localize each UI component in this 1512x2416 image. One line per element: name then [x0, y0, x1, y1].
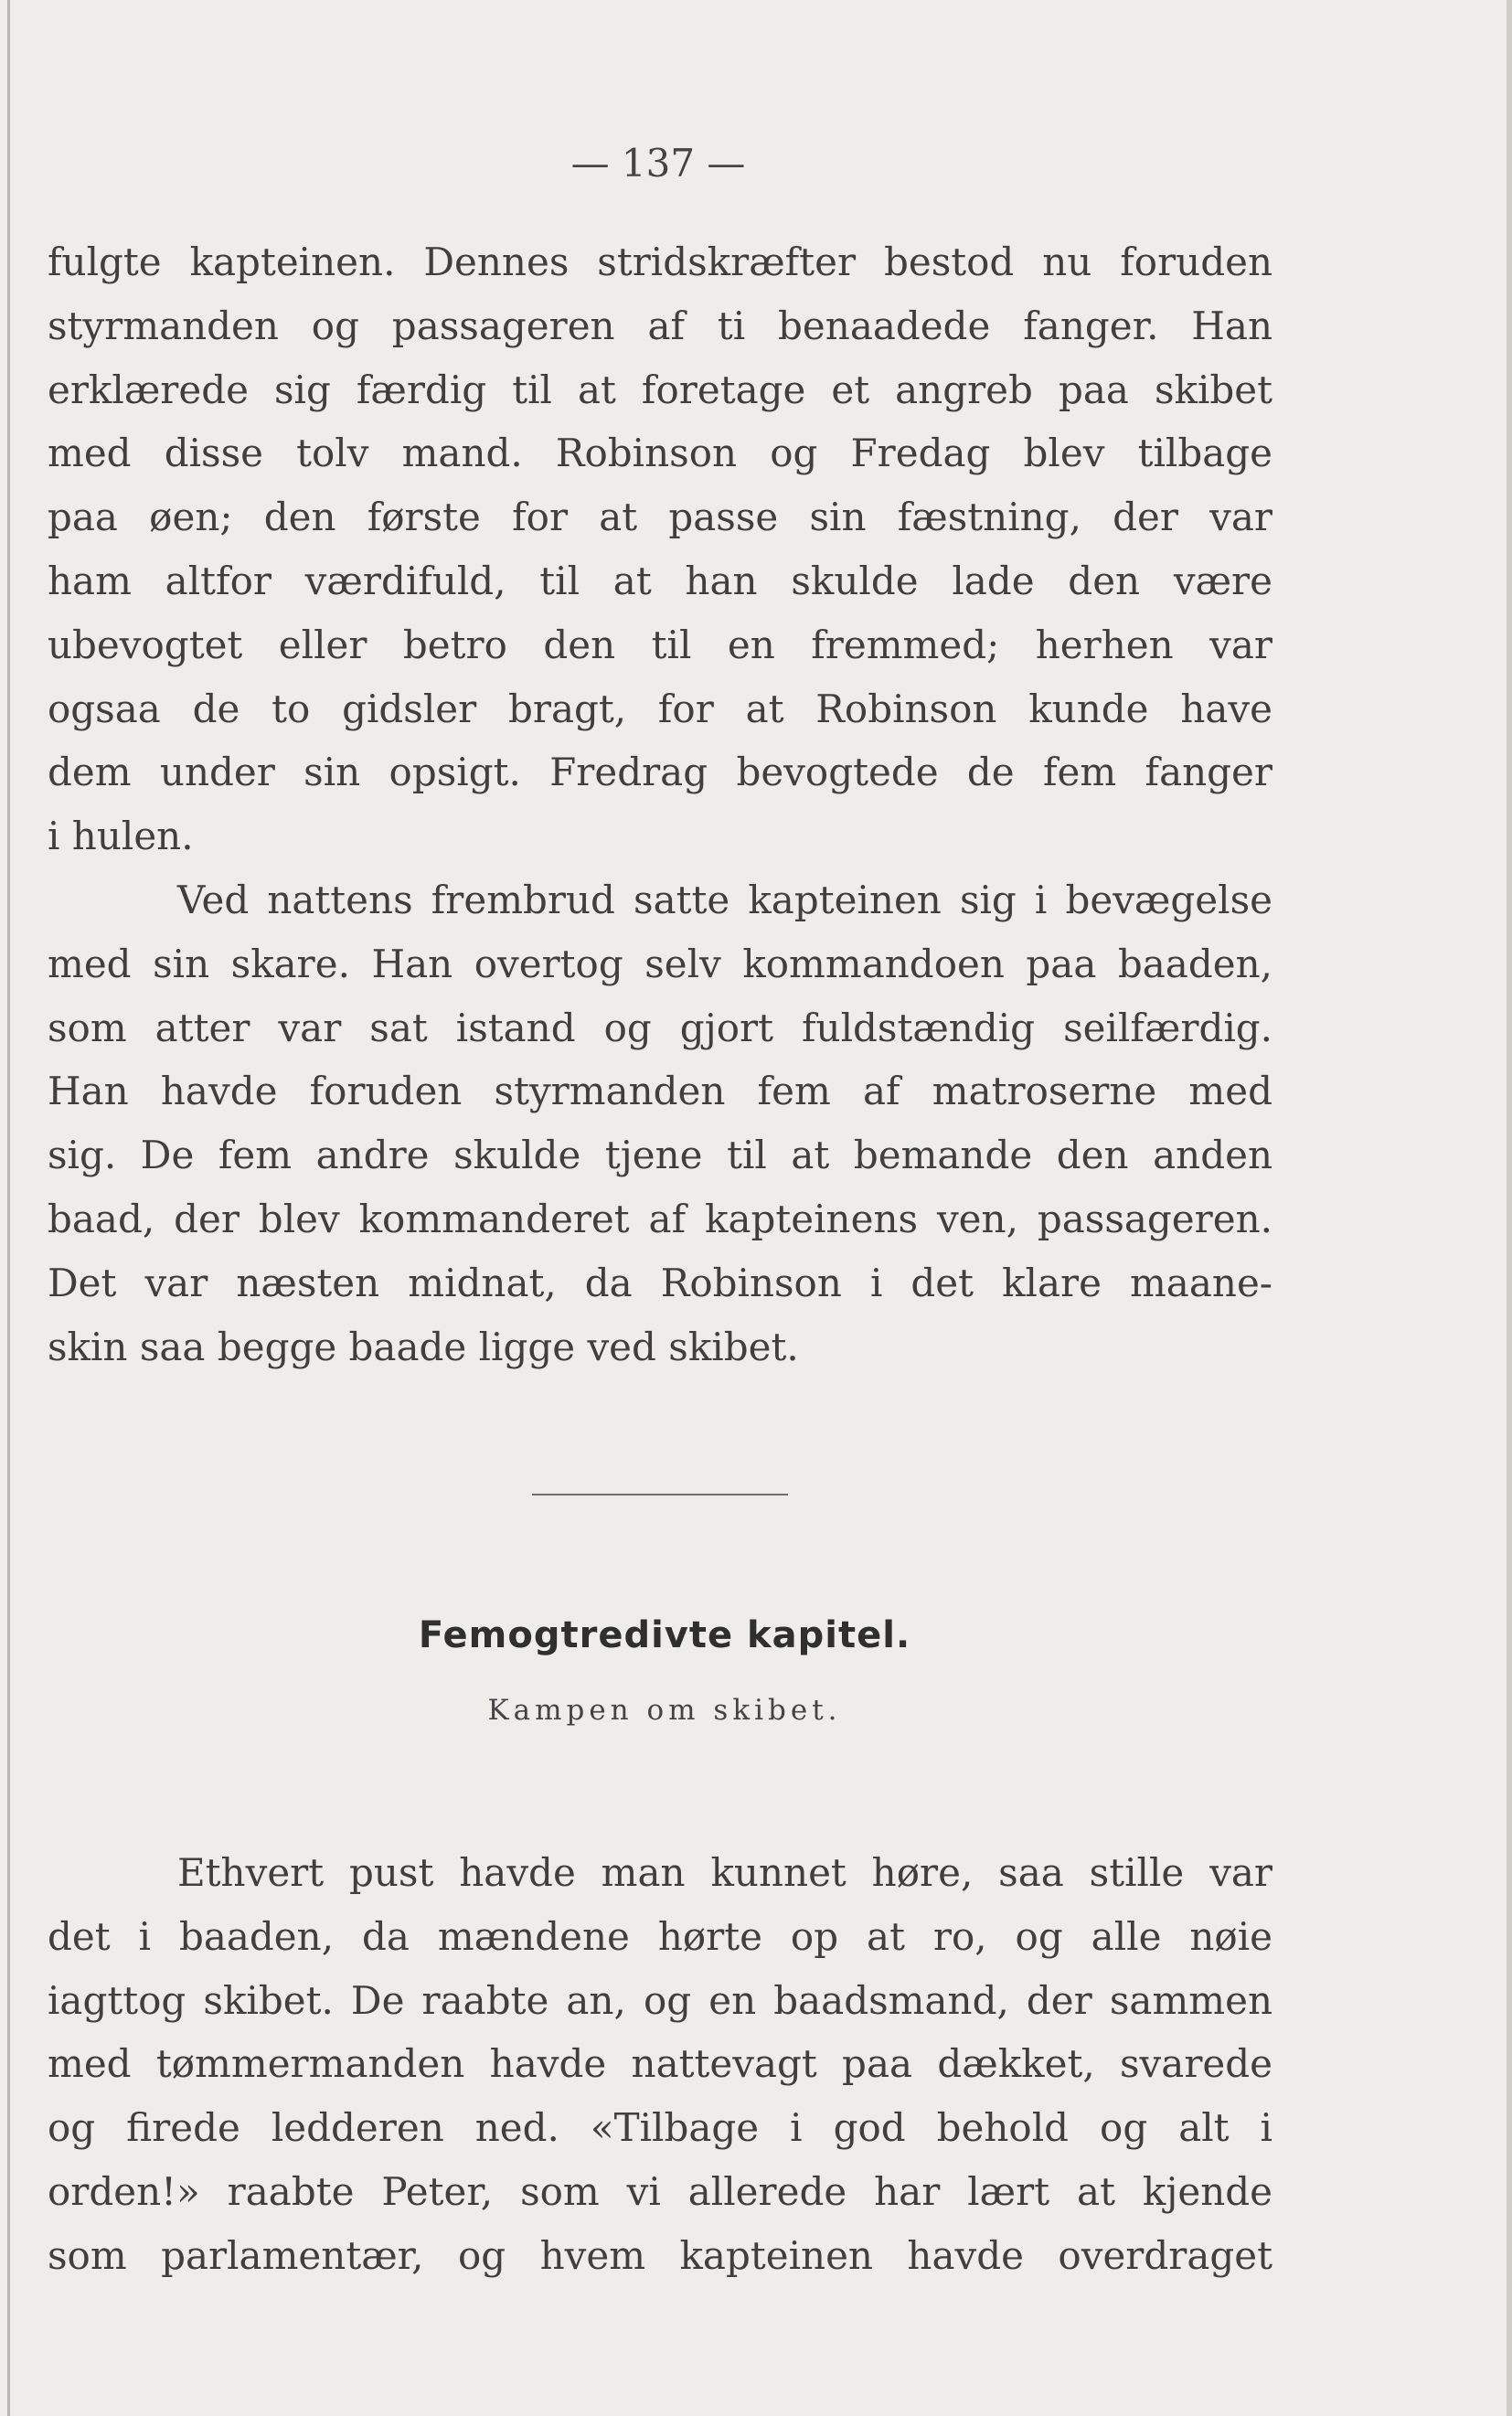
text-line: som parlamentær, og hvem kapteinen havde overdraget	[48, 2232, 1272, 2278]
text-block-chapter-body	[48, 1841, 1272, 2288]
text-line: med tømmermanden havde nattevagt paa dækket, svarede	[48, 2041, 1272, 2087]
page-number: — 137 —	[570, 141, 746, 186]
text-line: skin saa begge baade ligge ved skibet.	[48, 1324, 799, 1369]
text-line: som atter var sat istand og gjort fuldstændig seilfærdig.	[48, 1005, 1272, 1050]
text-line: Han havde foruden styrmanden fem af matroserne med	[48, 1069, 1272, 1114]
text-line: erklærede sig færdig til at foretage et angreb paa skibet	[48, 367, 1272, 412]
text-line: styrmanden og passageren af ti benaadede fanger. Han	[48, 303, 1272, 348]
chapter-heading: Femogtredivte kapitel.	[418, 1614, 911, 1656]
text-line: ham altfor værdifuld, til at han skulde lade den være	[48, 558, 1272, 603]
page-binding-edge	[7, 0, 10, 2416]
text-line: Ethvert pust havde man kunnet høre, saa stille var	[177, 1850, 1272, 1895]
text-line: og firede ledderen ned. «Tilbage i god behold og alt i	[48, 2105, 1272, 2151]
text-block-before-chapter	[48, 230, 1272, 1378]
text-line: iagttog skibet. De raabte an, og en baadsmand, der sammen	[48, 1977, 1272, 2023]
text-line: baad, der blev kommanderet af kapteinens ven, passageren.	[48, 1196, 1272, 1241]
text-line: ubevogtet eller betro den til en fremmed; herhen var	[48, 622, 1272, 667]
text-line: i hulen.	[48, 814, 194, 859]
text-line: sig. De fem andre skulde tjene til at bemande den anden	[48, 1133, 1272, 1178]
chapter-separator-rule	[532, 1494, 788, 1495]
text-line: Det var næsten midnat, da Robinson i det klare maane-	[48, 1260, 1272, 1305]
text-line: orden!» raabte Peter, som vi allerede har lært at kjende	[48, 2168, 1272, 2214]
text-line: dem under sin opsigt. Fredrag bevogtede de fem fanger	[48, 750, 1272, 795]
chapter-subtitle: Kampen om skibet.	[487, 1694, 842, 1727]
text-line: det i baaden, da mændene hørte op at ro, og alle nøie	[48, 1913, 1272, 1959]
text-line: Ved nattens frembrud satte kapteinen sig i bevægelse	[177, 877, 1272, 922]
text-line: med sin skare. Han overtog selv kommandoen paa baaden,	[48, 941, 1272, 986]
text-line: fulgte kapteinen. Dennes stridskræfter bestod nu foruden	[48, 239, 1272, 284]
text-line: ogsaa de to gidsler bragt, for at Robinson kunde have	[48, 686, 1272, 731]
text-line: med disse tolv mand. Robinson og Fredag blev tilbage	[48, 431, 1272, 476]
page-right-edge	[1507, 0, 1512, 2416]
text-line: paa øen; den første for at passe sin fæstning, der var	[48, 495, 1272, 540]
